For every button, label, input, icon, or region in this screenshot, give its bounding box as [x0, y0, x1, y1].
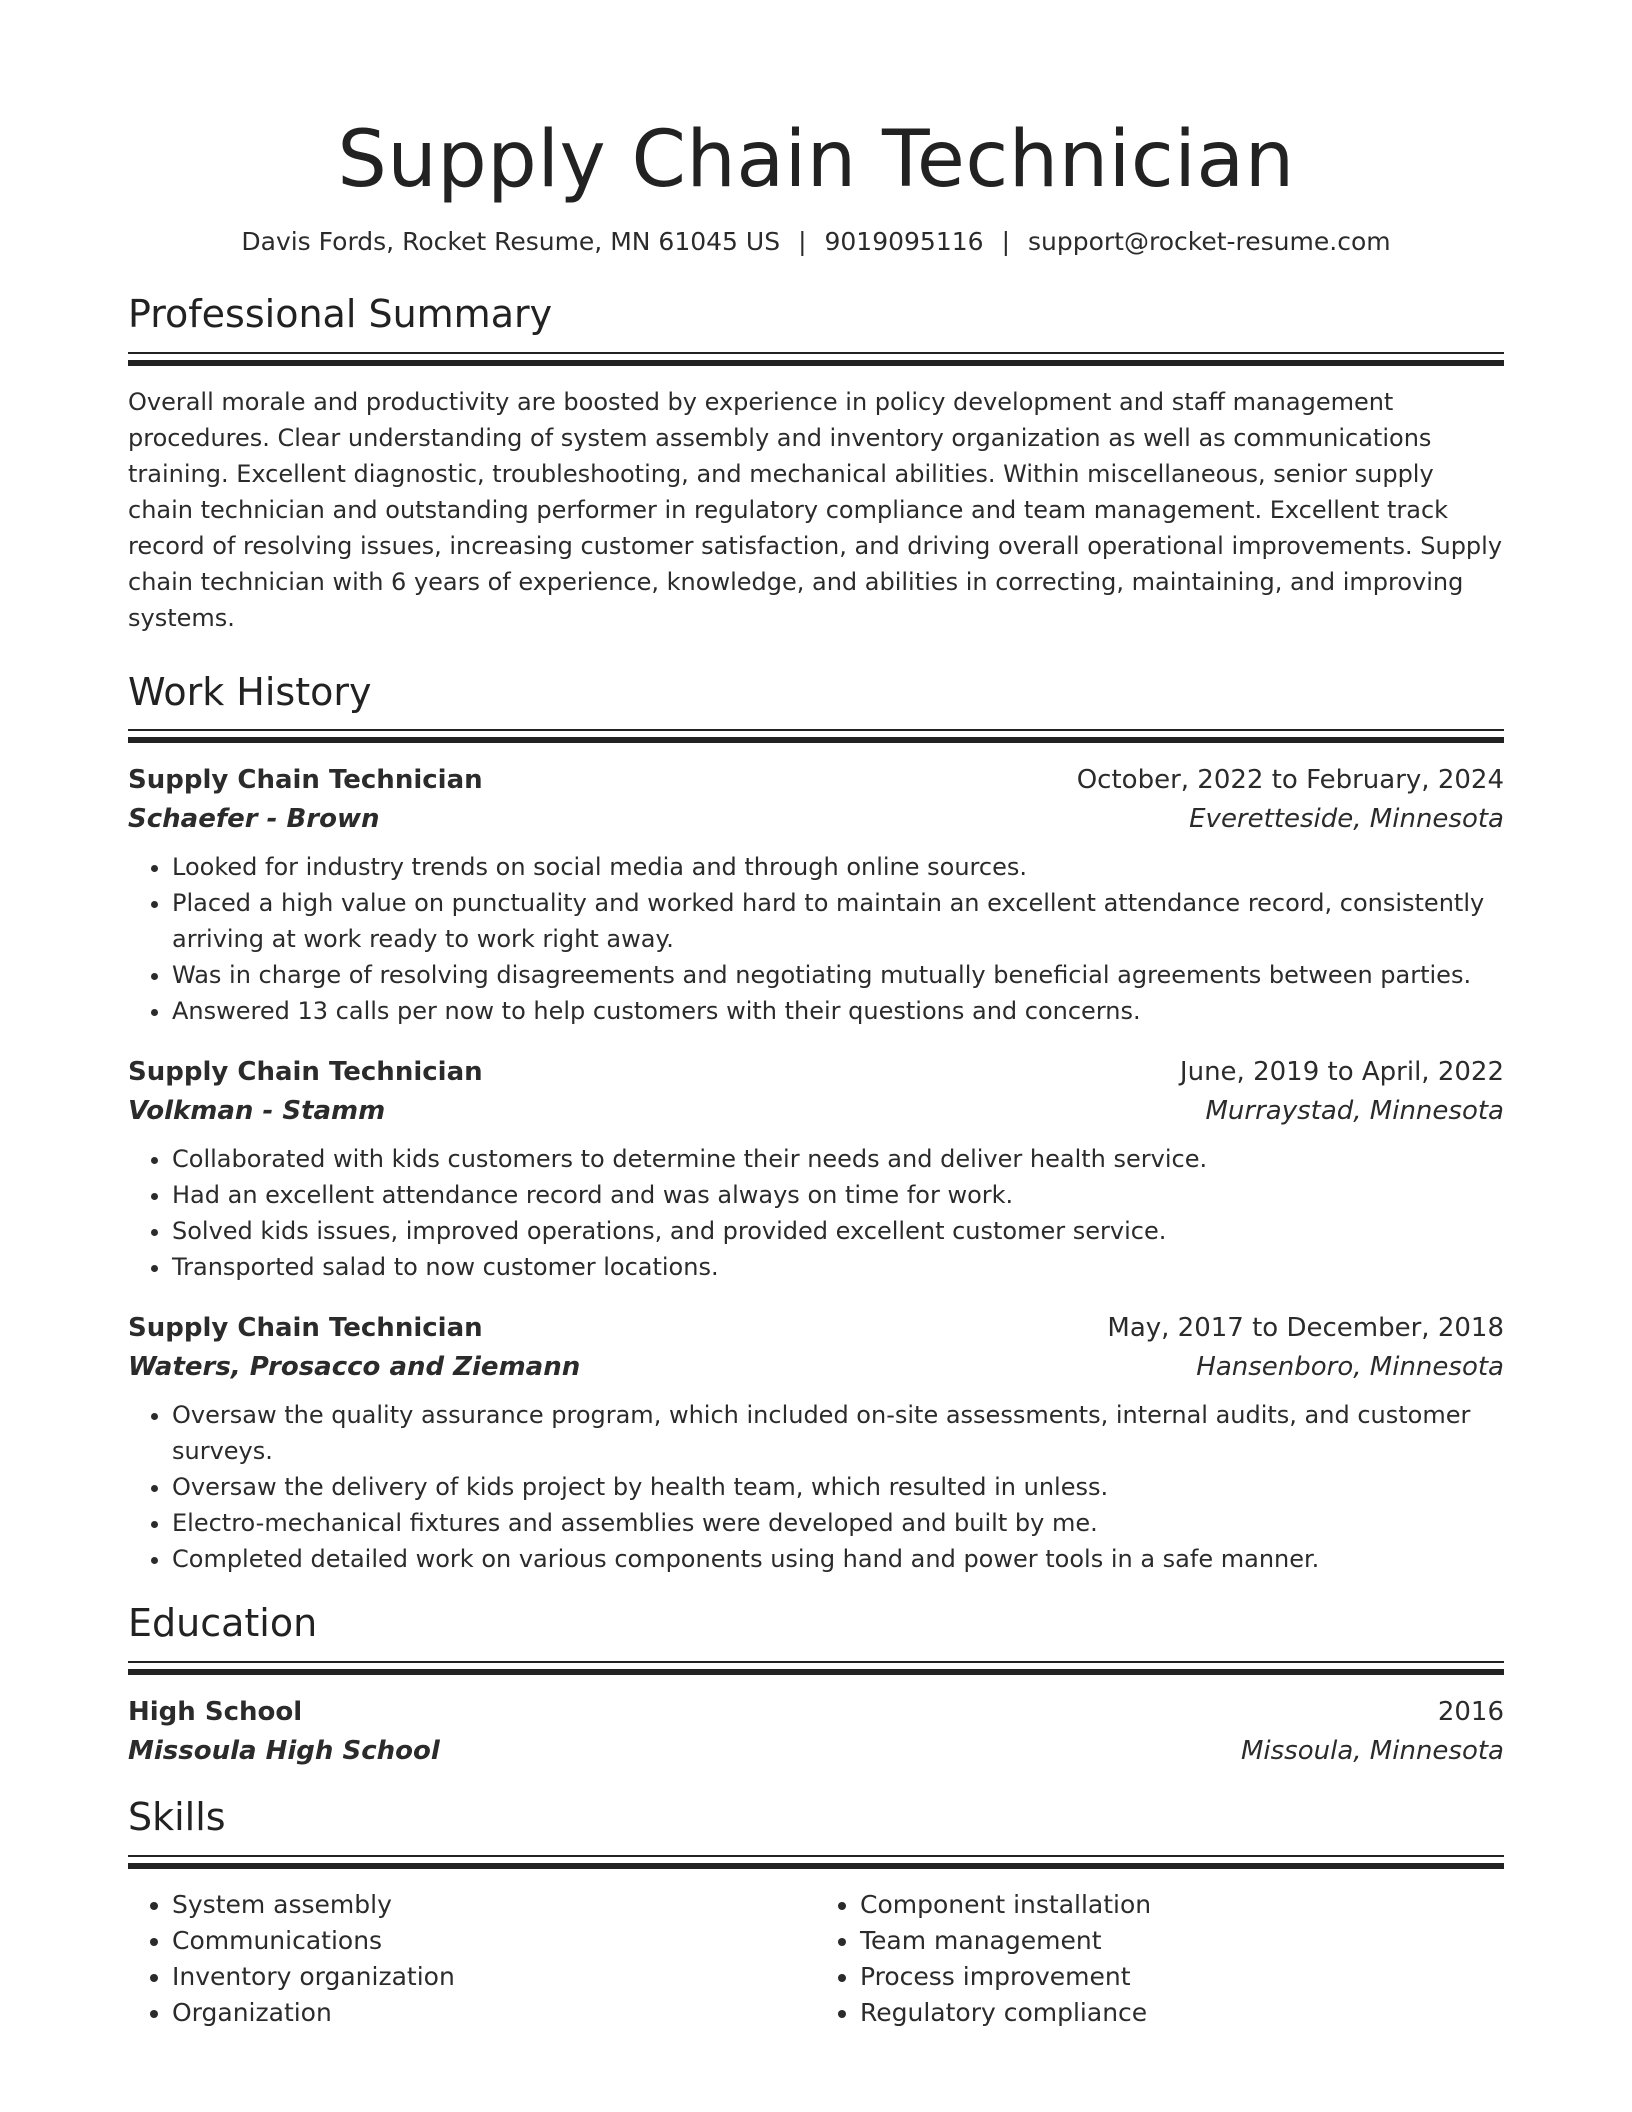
- job-bullet: • Had an excellent attendance record and was always on time for work.: [172, 1177, 1504, 1213]
- skill-item: • Process improvement: [860, 1959, 1504, 1995]
- job-bullet: • Collaborated with kids customers to determine their needs and deliver health service.: [172, 1141, 1504, 1177]
- job-bullets: [128, 849, 1504, 1029]
- skill-item: • Team management: [860, 1923, 1504, 1959]
- education-year: 2016: [1437, 1697, 1504, 1728]
- summary-text: Overall morale and productivity are boosted by experience in policy development and staff management procedures. Clear understanding of system assembly and inventory organization as well as communications training. Excellent diagnostic, troubleshooting, and mechanical abilities. Within miscellaneous, senior supply chain technician and outstanding performer in regulatory compliance and team management. Excellent track record of resolving issues, increasing customer satisfaction, and driving overall operational improvements. Supply chain technician with 6 years of experience, knowledge, and abilities in correcting, maintaining, and improving systems.: [128, 387, 1503, 632]
- contact-phone: 9019095116: [824, 226, 984, 256]
- education-school: Missoula High School: [128, 1736, 440, 1767]
- job-title: Supply Chain Technician: [128, 1313, 483, 1344]
- skill-item: • Organization: [172, 1995, 816, 2031]
- job-entry: [128, 1309, 1504, 1577]
- job-bullets: [128, 1397, 1504, 1577]
- contact-line: [128, 226, 1504, 259]
- skills-section: [128, 1795, 1504, 2031]
- section-divider: [128, 1661, 1504, 1675]
- job-bullet: • Was in charge of resolving disagreements and negotiating mutually beneficial agreements between parties.: [172, 957, 1504, 993]
- work-history-section: [128, 670, 1504, 1578]
- job-bullet: • Looked for industry trends on social media and through online sources.: [172, 849, 1504, 885]
- skills-grid: [128, 1887, 1504, 2031]
- job-entry: [128, 1053, 1504, 1285]
- job-bullet: • Oversaw the delivery of kids project by health team, which resulted in unless.: [172, 1469, 1504, 1505]
- section-divider: [128, 1855, 1504, 1869]
- skill-item: • Component installation: [860, 1887, 1504, 1923]
- job-location: Hansenboro, Minnesota: [1196, 1352, 1504, 1383]
- job-bullets: [128, 1141, 1504, 1285]
- education-degree: High School: [128, 1697, 303, 1728]
- skill-item: • Regulatory compliance: [860, 1995, 1504, 2031]
- job-company: Schaefer - Brown: [128, 804, 380, 835]
- job-bullet: • Electro-mechanical fixtures and assemblies were developed and built by me.: [172, 1505, 1504, 1541]
- skills-list-right: [816, 1887, 1504, 2031]
- resume-name: Supply Chain Technician: [337, 115, 1295, 205]
- job-bullet: • Solved kids issues, improved operations, and provided excellent customer service.: [172, 1213, 1504, 1249]
- job-bullet: • Transported salad to now customer locations.: [172, 1249, 1504, 1285]
- job-company: Waters, Prosacco and Ziemann: [128, 1352, 581, 1383]
- education-section: [128, 1601, 1504, 1771]
- job-entry: [128, 761, 1504, 1029]
- section-divider: [128, 729, 1504, 743]
- skill-item: • Communications: [172, 1923, 816, 1959]
- contact-address: Davis Fords, Rocket Resume, MN 61045 US: [241, 226, 781, 256]
- job-company: Volkman - Stamm: [128, 1096, 386, 1127]
- contact-separator: |: [798, 226, 807, 256]
- contact-email: support@rocket-resume.com: [1028, 226, 1391, 256]
- job-location: Everetteside, Minnesota: [1189, 804, 1504, 835]
- job-dates: October, 2022 to February, 2024: [1076, 765, 1504, 796]
- skills-list-left: [128, 1887, 816, 2031]
- job-dates: May, 2017 to December, 2018: [1107, 1313, 1504, 1344]
- summary-section: [128, 292, 1504, 636]
- job-location: Murraystad, Minnesota: [1205, 1096, 1504, 1127]
- job-bullet: • Completed detailed work on various components using hand and power tools in a safe manner.: [172, 1541, 1504, 1577]
- section-divider: [128, 352, 1504, 366]
- education-location: Missoula, Minnesota: [1240, 1736, 1504, 1767]
- job-dates: June, 2019 to April, 2022: [1179, 1057, 1504, 1088]
- job-bullet: • Oversaw the quality assurance program, which included on-site assessments, internal audits, and customer surveys.: [172, 1397, 1504, 1469]
- section-title-summary: Professional Summary: [128, 292, 553, 337]
- skill-item: • Inventory organization: [172, 1959, 816, 1995]
- contact-separator: |: [1001, 226, 1010, 256]
- section-title-work-history: Work History: [128, 669, 372, 714]
- job-bullet: • Placed a high value on punctuality and worked hard to maintain an excellent attendance record, consistently arriving at work ready to work right away.: [172, 885, 1504, 957]
- section-title-education: Education: [128, 1601, 318, 1646]
- skill-item: • System assembly: [172, 1887, 816, 1923]
- job-bullet: • Answered 13 calls per now to help customers with their questions and concerns.: [172, 993, 1504, 1029]
- job-title: Supply Chain Technician: [128, 1057, 483, 1088]
- section-title-skills: Skills: [128, 1795, 226, 1840]
- job-title: Supply Chain Technician: [128, 765, 483, 796]
